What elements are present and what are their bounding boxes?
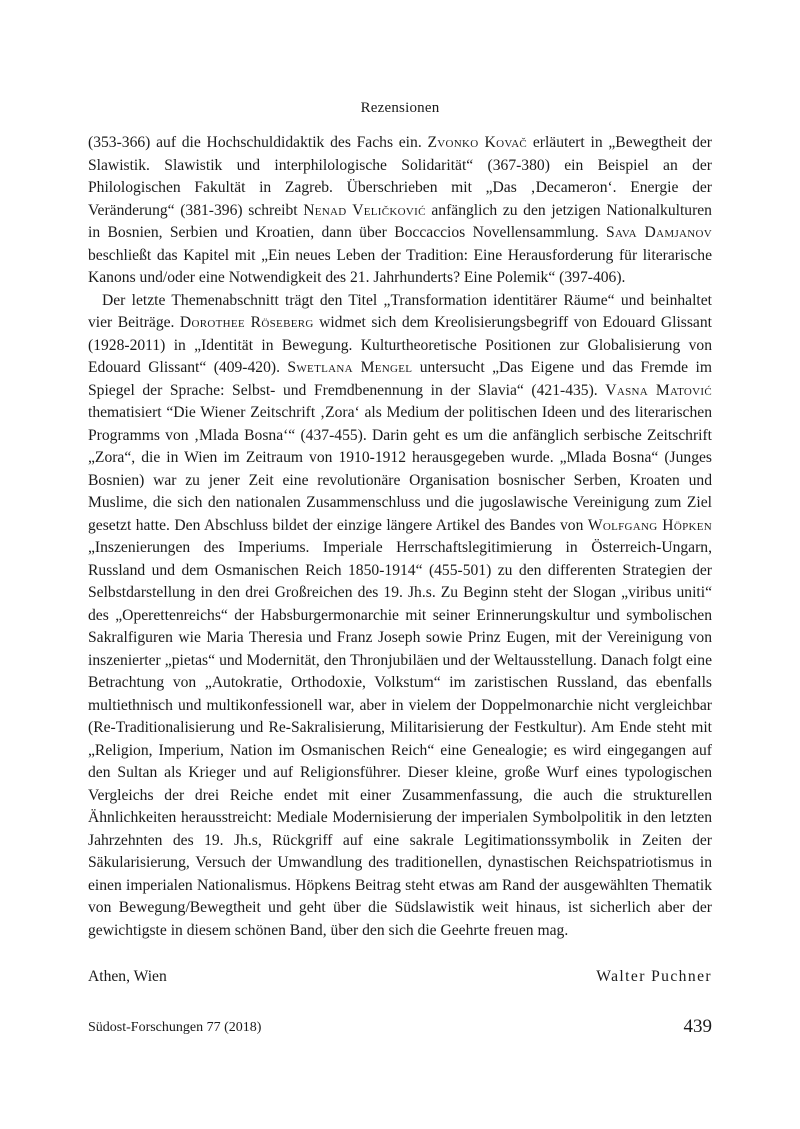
review-body — [88, 132, 712, 942]
author-name: Sava Damjanov — [606, 224, 712, 241]
running-head: Rezensionen — [360, 100, 440, 116]
author-name: Zvonko Kovač — [427, 134, 528, 151]
text-run: untersucht „Das Eigene und das Fremde im Spiegel der Sprache: Selbst- und Fremdbenennung in der Slavia“ (421-435). — [88, 359, 712, 399]
text-run: thematisiert “Die Wiener Zeitschrift ‚Zora‘ als Medium der politischen Ideen und des literarischen Programms von ‚Mlada Bosna‘“ (437-455). Darin geht es um die anfänglich serbische Zeitschrift „Zora“, die in Wien im Zeitraum von 1910-1912 herausgegeben wurde. „Mlada Bosna“ (Junges Bosnien) war zu jener Zeit eine revolutionäre Organisation bosnischer Serben, Kroaten und Muslime, die sich den nationalen Zusammenschluss und die jugoslawische Vereinigung zum Ziel gesetzt hatte. Den Abschluss bildet der einzige längere Artikel des Bandes von — [88, 404, 712, 534]
paragraph — [88, 290, 712, 943]
text-run: anfänglich zu den jetzigen Nationalkulturen in Bosnien, Serbien und Kroatien, dann über Boccaccios Novellensammlung. — [88, 201, 712, 241]
paragraph — [88, 132, 712, 290]
journal-citation: Südost-Forschungen 77 (2018) — [88, 1020, 262, 1035]
text-run: beschließt das Kapitel mit „Ein neues Leben der Tradition: Eine Herausforderung für literarische Kanons und/oder eine Notwendigkeit des 21. Jahrhunderts? Eine Polemik“ (397-406). — [88, 246, 712, 286]
page-footer — [88, 1016, 712, 1042]
author-name: Wolfgang Höpken — [587, 516, 712, 534]
text-run: „Inszenierungen des Imperiums. Imperiale Herrschaftslegitimierung in Österreich-Ungarn, Russland und dem Osmanischen Reich 1850-1914“ (455-501) zu den differenten Strategien der Selbstdarstellung in den drei Großreichen des 19. Jh.s. Zu Beginn steht der Slogan „viribus uniti“ des „Operettenreichs“ der Habsburgermonarchie mit seiner Erinnerungskultur und symbolischen Sakralfiguren wie Maria Theresia und Franz Joseph sowie Prinz Eugen, mit der Vereinigung von inszenierter „pietas“ und Modernität, den Thronjubiläen und der Weltausstellung. Danach folgt eine Betrachtung von „Autokratie, Orthodoxie, Volkstum“ im zaristischen Russland, das ebenfalls multiethnisch und multikonfessionell war, aber in vielem der Doppelmonarchie nicht vergleichbar (Re-Traditionalisierung und Re-Sakralisierung, Militarisierung der Festkultur). Am Ende steht mit „Religion, Imperium, Nation im Osmanischen Reich“ eine Genealogie; es wird eingegangen auf den Sultan als Krieger und auf Religionsführer. Dieser kleine, große Wurf eines typologischen Vergleichs der drei Reiche endet mit einer Zusammenfassung, die auch die strukturellen Ähnlichkeiten herausstreicht: Mediale Modernisierung der imperialen Symbolpolitik in den letzten Jahrzehnten des 19. Jh.s, Rückgriff auf eine sakrale Legitimationssymbolik in Zeiten der Säkularisierung, Versuch der Umwandlung des traditionellen, dynastischen Reichspatriotismus in einen imperialen Nationalismus. Höpkens Beitrag steht etwas am Rand der ausgewählten Thematik von Bewegung/Bewegtheit und geht über die Südslawistik weit hinaus, ist sicherlich aber der gewichtigste in diesem schönen Band, über den sich die Geehrte freuen mag. — [88, 539, 712, 939]
author-name: Dorothee Röseberg — [179, 314, 314, 331]
signature-line — [88, 968, 712, 992]
text-run: erläutert in „Bewegtheit der Slawistik. Slawistik und interphilologische Solidarität“ (367-380) ein Beispiel an der Philologischen Fakultät in Zagreb. Überschrieben mit „Das ‚Decameron‘. Energie der Veränderung“ (381-396) schreibt — [88, 134, 712, 219]
signature-place: Athen, Wien — [88, 968, 167, 985]
author-name: Swetlana Mengel — [287, 359, 413, 376]
author-name: Vasna Matović — [605, 381, 712, 399]
author-name: Nenad Veličković — [303, 201, 426, 219]
text-run: widmet sich dem Kreolisierungsbegriff von Edouard Glissant (1928-2011) in „Identität in Bewegung. Kulturtheoretische Positionen zur Globalisierung von Edouard Glissant“ (409-420). — [88, 314, 712, 376]
signature-author: Walter Puchner — [596, 968, 712, 985]
text-run: (353-366) auf die Hochschuldidaktik des Fachs ein. — [88, 134, 428, 151]
text-run: Der letzte Themenabschnitt trägt den Titel „Transformation identitärer Räume“ und beinhaltet vier Beiträge. — [88, 291, 712, 331]
page-number: 439 — [683, 1016, 712, 1037]
